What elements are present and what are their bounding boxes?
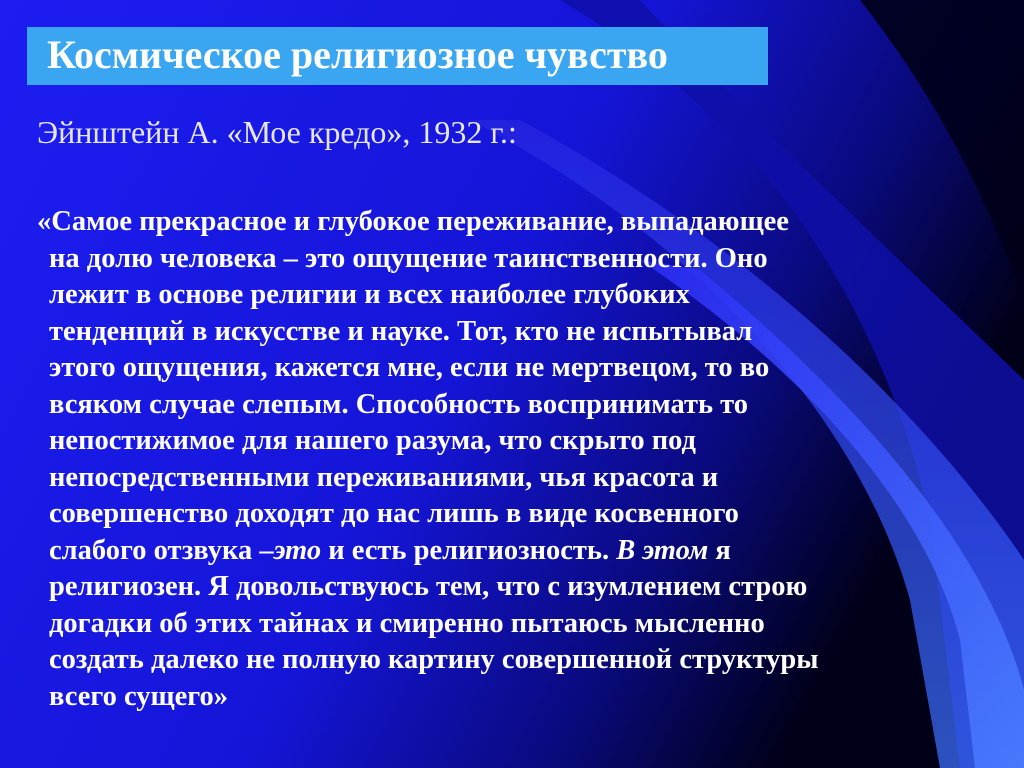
quote-line: «Самое прекрасное и глубокое переживание, выпадающее bbox=[37, 206, 789, 237]
quote-line: непостижимое для нашего разума, что скрыто под bbox=[49, 425, 696, 456]
quote-line-emphasis bbox=[37, 533, 997, 570]
quote-line: на долю человека – это ощущение таинственности. Оно bbox=[49, 242, 768, 274]
quote-emphasis: это bbox=[273, 534, 322, 566]
quote-line: совершенство доходят до нас лишь в виде косвенного bbox=[49, 498, 739, 529]
quote-paragraph bbox=[37, 204, 997, 715]
quote-line: догадки об этих тайнах и смиренно пытаюсь мысленно bbox=[49, 607, 765, 639]
quote-line: лежит в основе религии и всех наиболее глубоких bbox=[49, 279, 690, 310]
quote-segment: и есть религиозность. bbox=[321, 534, 617, 566]
quote-line: всего сущего» bbox=[49, 680, 228, 712]
quote-segment: я bbox=[708, 534, 731, 566]
slide-title: Космическое религиозное чувство bbox=[47, 32, 668, 77]
quote-line: этого ощущения, кажется мне, если не мертвецом, то во bbox=[49, 352, 770, 383]
quote-line: тенденций в искусстве и науке. Тот, кто не испытывал bbox=[49, 315, 753, 347]
quote-line: создать далеко не полную картину совершенной структуры bbox=[49, 644, 819, 675]
quote-line: непосредственными переживаниями, чья красота и bbox=[49, 461, 719, 493]
quote-segment: слабого отзвука – bbox=[49, 534, 274, 566]
slide-subtitle: Эйнштейн А. «Мое кредо», 1932 г.: bbox=[37, 114, 517, 150]
quote-line: всяком случае слепым. Способность воспринимать то bbox=[49, 388, 749, 420]
title-box bbox=[27, 27, 768, 85]
quote-emphasis: В этом bbox=[616, 534, 709, 566]
quote-line: религиозен. Я довольствуюсь тем, что с изумлением строю bbox=[49, 571, 808, 602]
